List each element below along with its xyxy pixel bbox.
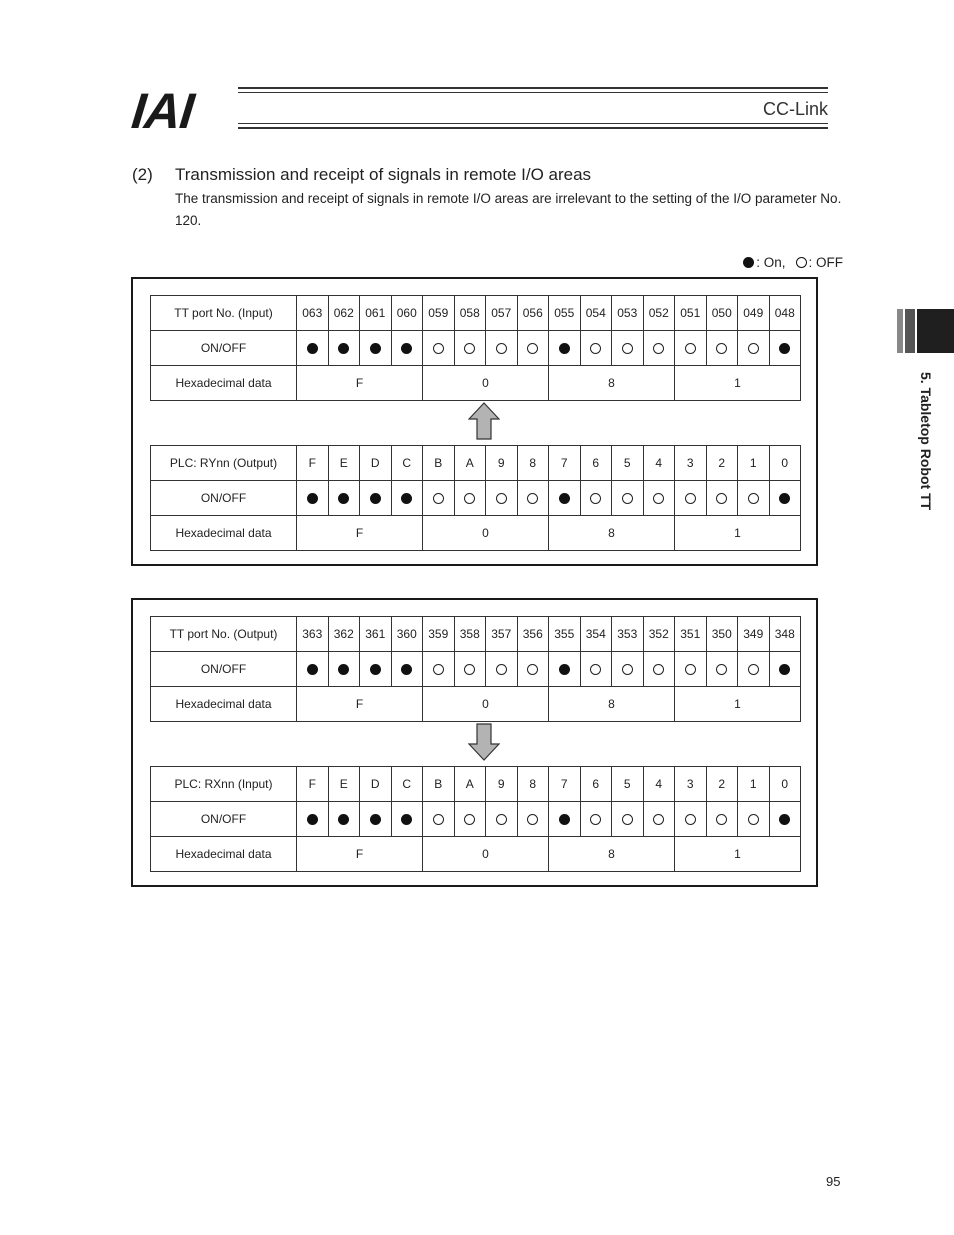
bit-header-cell: 0 <box>769 767 801 802</box>
on-dot-icon <box>307 343 318 354</box>
bit-header-cell: 7 <box>549 767 581 802</box>
bit-header-cell: 7 <box>549 446 581 481</box>
state-cell <box>360 481 392 516</box>
state-cell <box>517 331 549 366</box>
bit-header-cell: 9 <box>486 446 518 481</box>
bit-header-cell: 354 <box>580 617 612 652</box>
on-dot-icon <box>338 343 349 354</box>
off-dot-icon <box>622 493 633 504</box>
chapter-label: 5. Tabletop Robot TT <box>918 372 934 511</box>
off-dot-icon <box>653 493 664 504</box>
off-dot-icon <box>685 343 696 354</box>
on-dot-icon <box>370 343 381 354</box>
on-dot-icon <box>401 343 412 354</box>
onoff-label: ON/OFF <box>151 481 297 516</box>
off-dot-icon <box>653 664 664 675</box>
hex-cell: 0 <box>423 687 549 722</box>
bit-header-cell: 6 <box>580 446 612 481</box>
bit-header-cell: 359 <box>423 617 455 652</box>
off-dot-icon <box>716 664 727 675</box>
state-cell <box>549 652 581 687</box>
state-cell <box>643 802 675 837</box>
off-dot-icon <box>590 493 601 504</box>
bit-header-cell: 060 <box>391 296 423 331</box>
state-cell <box>706 331 738 366</box>
state-cell <box>297 331 329 366</box>
off-dot-icon <box>685 664 696 675</box>
state-cell <box>643 331 675 366</box>
on-dot-icon <box>370 493 381 504</box>
legend <box>743 255 843 270</box>
off-dot-icon <box>464 343 475 354</box>
hex-cell: F <box>297 687 423 722</box>
bit-header-cell: A <box>454 446 486 481</box>
state-cell <box>454 652 486 687</box>
bit-header-cell: 062 <box>328 296 360 331</box>
on-dot-icon <box>401 664 412 675</box>
off-dot-icon <box>748 664 759 675</box>
chapter-tab <box>897 309 954 353</box>
onoff-label: ON/OFF <box>151 331 297 366</box>
state-cell <box>454 481 486 516</box>
off-dot-icon <box>527 343 538 354</box>
on-dot-icon <box>370 814 381 825</box>
bit-header-cell: E <box>328 767 360 802</box>
bit-header-cell: 351 <box>675 617 707 652</box>
bit-header-cell: 052 <box>643 296 675 331</box>
state-cell <box>391 802 423 837</box>
state-cell <box>328 331 360 366</box>
state-cell <box>517 802 549 837</box>
on-dot-icon <box>779 493 790 504</box>
bit-header-cell: 8 <box>517 446 549 481</box>
state-cell <box>391 481 423 516</box>
off-dot-icon <box>464 664 475 675</box>
page-number: 95 <box>826 1174 841 1189</box>
off-dot-icon <box>748 814 759 825</box>
bit-header-cell: 061 <box>360 296 392 331</box>
state-cell <box>769 481 801 516</box>
down-arrow-icon <box>468 723 500 761</box>
state-cell <box>612 481 644 516</box>
bit-header-cell: B <box>423 446 455 481</box>
off-dot-icon <box>622 664 633 675</box>
state-cell <box>549 802 581 837</box>
off-dot-icon <box>496 343 507 354</box>
bit-header-cell: 053 <box>612 296 644 331</box>
on-dot-icon <box>307 664 318 675</box>
on-dot-icon <box>559 664 570 675</box>
state-cell <box>423 331 455 366</box>
state-cell <box>297 802 329 837</box>
on-dot-icon <box>338 664 349 675</box>
bit-header-cell: 058 <box>454 296 486 331</box>
off-dot-icon <box>496 664 507 675</box>
state-cell <box>297 481 329 516</box>
state-cell <box>769 802 801 837</box>
bit-header-cell: 1 <box>738 446 770 481</box>
bit-header-cell: E <box>328 446 360 481</box>
on-dot-icon <box>307 814 318 825</box>
bit-header-cell: 356 <box>517 617 549 652</box>
state-cell <box>643 652 675 687</box>
state-cell <box>328 802 360 837</box>
on-symbol-icon <box>743 257 754 268</box>
header-title: CC-Link <box>762 99 828 119</box>
bit-header-cell: F <box>297 446 329 481</box>
row-label: TT port No. (Output) <box>151 617 297 652</box>
bit-header-cell: 5 <box>612 446 644 481</box>
legend-on-label: : On, <box>756 255 786 270</box>
state-cell <box>612 331 644 366</box>
hex-cell: 1 <box>675 516 801 551</box>
hex-cell: 0 <box>423 366 549 401</box>
off-dot-icon <box>716 343 727 354</box>
hex-cell: 8 <box>549 516 675 551</box>
bit-header-cell: 048 <box>769 296 801 331</box>
bit-header-cell: D <box>360 446 392 481</box>
bit-header-cell: A <box>454 767 486 802</box>
bit-header-cell: 363 <box>297 617 329 652</box>
off-symbol-icon <box>796 257 807 268</box>
bit-header-cell: 6 <box>580 767 612 802</box>
bit-header-cell: 050 <box>706 296 738 331</box>
hex-label: Hexadecimal data <box>151 516 297 551</box>
off-dot-icon <box>590 343 601 354</box>
header-rule <box>238 87 828 129</box>
state-cell <box>423 802 455 837</box>
on-dot-icon <box>401 814 412 825</box>
tt-output-port-table <box>150 616 801 722</box>
bit-header-cell: 2 <box>706 446 738 481</box>
state-cell <box>738 652 770 687</box>
off-dot-icon <box>716 814 727 825</box>
section-title: Transmission and receipt of signals in remote I/O areas <box>175 165 592 184</box>
plc-rx-input-table <box>150 766 801 872</box>
off-dot-icon <box>433 664 444 675</box>
on-dot-icon <box>559 343 570 354</box>
on-dot-icon <box>370 664 381 675</box>
bit-header-cell: 3 <box>675 446 707 481</box>
bit-header-cell: 349 <box>738 617 770 652</box>
on-dot-icon <box>401 493 412 504</box>
state-cell <box>580 331 612 366</box>
onoff-label: ON/OFF <box>151 652 297 687</box>
state-cell <box>486 331 518 366</box>
bit-header-cell: 9 <box>486 767 518 802</box>
off-dot-icon <box>433 493 444 504</box>
state-cell <box>391 331 423 366</box>
state-cell <box>454 331 486 366</box>
off-dot-icon <box>590 664 601 675</box>
bit-header-cell: 3 <box>675 767 707 802</box>
bit-header-cell: 5 <box>612 767 644 802</box>
state-cell <box>580 652 612 687</box>
state-cell <box>612 802 644 837</box>
bit-header-cell: 056 <box>517 296 549 331</box>
plc-ry-output-table <box>150 445 801 551</box>
bit-header-cell: 362 <box>328 617 360 652</box>
tt-input-port-table <box>150 295 801 401</box>
bit-header-cell: D <box>360 767 392 802</box>
hex-cell: 0 <box>423 516 549 551</box>
state-cell <box>297 652 329 687</box>
off-dot-icon <box>527 814 538 825</box>
row-label: TT port No. (Input) <box>151 296 297 331</box>
state-cell <box>643 481 675 516</box>
bit-header-cell: 057 <box>486 296 518 331</box>
section-number: (2) <box>132 165 153 184</box>
off-dot-icon <box>590 814 601 825</box>
state-cell <box>454 802 486 837</box>
state-cell <box>769 652 801 687</box>
off-dot-icon <box>496 814 507 825</box>
bit-header-cell: 8 <box>517 767 549 802</box>
bit-header-cell: 361 <box>360 617 392 652</box>
onoff-label: ON/OFF <box>151 802 297 837</box>
state-cell <box>549 481 581 516</box>
state-cell <box>360 331 392 366</box>
off-dot-icon <box>527 664 538 675</box>
bit-header-cell: 360 <box>391 617 423 652</box>
state-cell <box>423 652 455 687</box>
on-dot-icon <box>338 493 349 504</box>
state-cell <box>675 802 707 837</box>
state-cell <box>738 331 770 366</box>
hex-cell: F <box>297 516 423 551</box>
hex-cell: 8 <box>549 687 675 722</box>
state-cell <box>360 802 392 837</box>
hex-cell: 0 <box>423 837 549 872</box>
bit-header-cell: 051 <box>675 296 707 331</box>
state-cell <box>706 802 738 837</box>
on-dot-icon <box>559 493 570 504</box>
bit-header-cell: 059 <box>423 296 455 331</box>
bit-header-cell: 055 <box>549 296 581 331</box>
state-cell <box>517 652 549 687</box>
bit-header-cell: 352 <box>643 617 675 652</box>
bit-header-cell: 358 <box>454 617 486 652</box>
bit-header-cell: 0 <box>769 446 801 481</box>
on-dot-icon <box>779 814 790 825</box>
hex-cell: F <box>297 366 423 401</box>
bit-header-cell: 350 <box>706 617 738 652</box>
bit-header-cell: 049 <box>738 296 770 331</box>
state-cell <box>360 652 392 687</box>
off-dot-icon <box>464 814 475 825</box>
bit-header-cell: 353 <box>612 617 644 652</box>
state-cell <box>486 481 518 516</box>
hex-cell: 1 <box>675 366 801 401</box>
bit-header-cell: 054 <box>580 296 612 331</box>
off-dot-icon <box>527 493 538 504</box>
state-cell <box>517 481 549 516</box>
row-label: PLC: RYnn (Output) <box>151 446 297 481</box>
bit-header-cell: 2 <box>706 767 738 802</box>
bit-header-cell: 063 <box>297 296 329 331</box>
bit-header-cell: 4 <box>643 446 675 481</box>
off-dot-icon <box>433 343 444 354</box>
state-cell <box>675 652 707 687</box>
hex-label: Hexadecimal data <box>151 687 297 722</box>
bit-header-cell: 1 <box>738 767 770 802</box>
off-dot-icon <box>496 493 507 504</box>
state-cell <box>328 652 360 687</box>
state-cell <box>706 652 738 687</box>
on-dot-icon <box>779 343 790 354</box>
off-dot-icon <box>685 493 696 504</box>
state-cell <box>738 802 770 837</box>
hex-cell: 8 <box>549 366 675 401</box>
off-dot-icon <box>433 814 444 825</box>
off-dot-icon <box>653 814 664 825</box>
state-cell <box>738 481 770 516</box>
state-cell <box>391 652 423 687</box>
state-cell <box>580 481 612 516</box>
on-dot-icon <box>338 814 349 825</box>
off-dot-icon <box>622 814 633 825</box>
bit-header-cell: F <box>297 767 329 802</box>
bit-header-cell: 357 <box>486 617 518 652</box>
state-cell <box>549 331 581 366</box>
iai-logo: IAI <box>129 83 196 139</box>
state-cell <box>675 331 707 366</box>
state-cell <box>612 652 644 687</box>
off-dot-icon <box>464 493 475 504</box>
legend-off-label: : OFF <box>808 255 843 270</box>
state-cell <box>328 481 360 516</box>
bit-header-cell: 355 <box>549 617 581 652</box>
state-cell <box>580 802 612 837</box>
bit-header-cell: 4 <box>643 767 675 802</box>
bit-header-cell: 348 <box>769 617 801 652</box>
on-dot-icon <box>779 664 790 675</box>
bit-header-cell: C <box>391 446 423 481</box>
off-dot-icon <box>653 343 664 354</box>
off-dot-icon <box>748 343 759 354</box>
on-dot-icon <box>307 493 318 504</box>
state-cell <box>423 481 455 516</box>
bit-header-cell: C <box>391 767 423 802</box>
bit-header-cell: B <box>423 767 455 802</box>
hex-cell: 1 <box>675 687 801 722</box>
state-cell <box>769 331 801 366</box>
hex-label: Hexadecimal data <box>151 366 297 401</box>
hex-cell: F <box>297 837 423 872</box>
state-cell <box>706 481 738 516</box>
hex-label: Hexadecimal data <box>151 837 297 872</box>
section-body: The transmission and receipt of signals in remote I/O areas are irrelevant to the setting of the I/O parameter No. 120. <box>175 191 842 228</box>
off-dot-icon <box>622 343 633 354</box>
off-dot-icon <box>748 493 759 504</box>
on-dot-icon <box>559 814 570 825</box>
row-label: PLC: RXnn (Input) <box>151 767 297 802</box>
state-cell <box>675 481 707 516</box>
off-dot-icon <box>685 814 696 825</box>
up-arrow-icon <box>468 402 500 440</box>
state-cell <box>486 802 518 837</box>
hex-cell: 1 <box>675 837 801 872</box>
state-cell <box>486 652 518 687</box>
hex-cell: 8 <box>549 837 675 872</box>
off-dot-icon <box>716 493 727 504</box>
